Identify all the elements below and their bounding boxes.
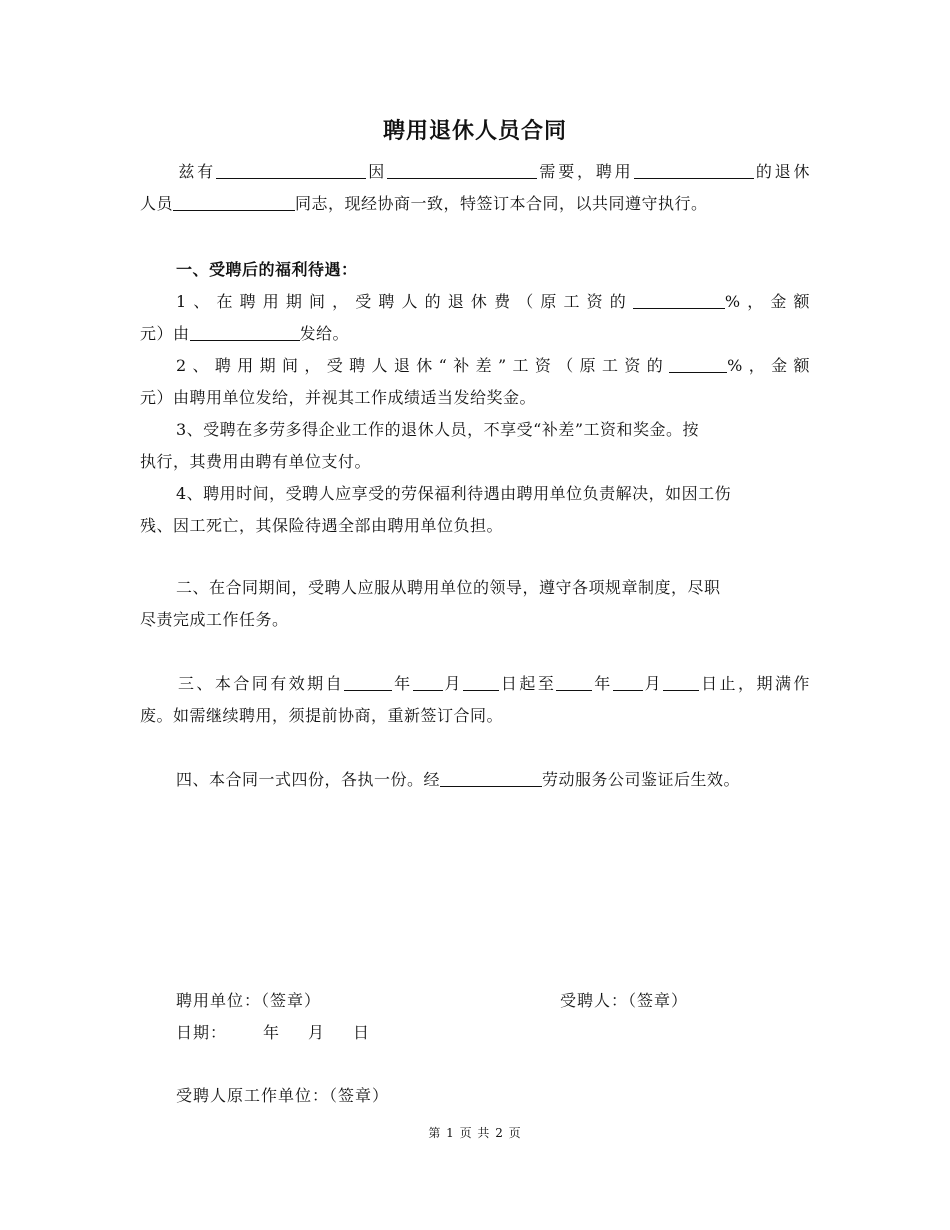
intro-line-2: 人员 同志，现经协商一致，特签订本合同，以共同遵守执行。 (140, 194, 708, 213)
blank-payer (190, 322, 300, 341)
blank-end-year (556, 672, 592, 691)
blank-end-day (663, 672, 699, 691)
intro-line-1: 兹有 因 需要，聘用 的退休 (176, 162, 810, 181)
blank-labor-company (440, 768, 542, 787)
blank-reason (387, 160, 537, 179)
page-footer: 第 1 页 共 2 页 (428, 1126, 522, 1140)
blank-company (216, 160, 366, 179)
section4-line: 四、本合同一式四份，各执一份。经 劳动服务公司鉴证后生效。 (176, 770, 741, 789)
section3-line2: 废。如需继续聘用，须提前协商，重新签订合同。 (140, 706, 504, 725)
employer-signature: 聘用单位：（签章） (176, 991, 322, 1010)
section1-item3-line2: 执行，其费用由聘有单位支付。 (140, 452, 372, 471)
employee-signature: 受聘人：（签章） (560, 991, 689, 1010)
section2-line2: 尽责完成工作任务。 (140, 610, 289, 629)
blank-origin (634, 160, 754, 179)
section1-item3-line1: 3、受聘在多劳多得企业工作的退休人员，不享受“补差”工资和奖金。按 (176, 420, 700, 439)
blank-supplement-percent (669, 354, 727, 373)
section1-item1-line2: 元）由 发给。 (140, 324, 350, 343)
section1-item2-line1: 2、聘用期间，受聘人退休“补差”工资（原工资的 %，金额 (176, 356, 810, 375)
section1-item2-line2: 元）由聘用单位发给，并视其工作成绩适当发给奖金。 (140, 388, 537, 407)
section3-line1: 三、本合同有效期自 年 月 日起至 年 月 日止，期满作 (176, 674, 810, 693)
blank-end-month (613, 672, 643, 691)
blank-name (173, 192, 295, 211)
section2-line1: 二、在合同期间，受聘人应服从聘用单位的领导，遵守各项规章制度，尽职 (176, 578, 721, 597)
original-unit-signature: 受聘人原工作单位：（签章） (176, 1086, 390, 1105)
document-title: 聘用退休人员合同 (382, 119, 567, 144)
section1-item4-line1: 4、聘用时间，受聘人应享受的劳保福利待遇由聘用单位负责解决，如因工伤 (176, 484, 732, 503)
signature-date: 日期： 年 月 日 (176, 1023, 371, 1042)
blank-start-year (344, 672, 392, 691)
blank-start-month (413, 672, 443, 691)
blank-pension-percent (633, 290, 725, 309)
section1-item1-line1: 1、在聘用期间，受聘人的退休费（原工资的 %，金额 (176, 292, 810, 311)
section1-heading: 一、受聘后的福利待遇： (176, 260, 358, 279)
blank-start-day (463, 672, 499, 691)
section1-item4-line2: 残、因工死亡，其保险待遇全部由聘用单位负担。 (140, 516, 504, 535)
